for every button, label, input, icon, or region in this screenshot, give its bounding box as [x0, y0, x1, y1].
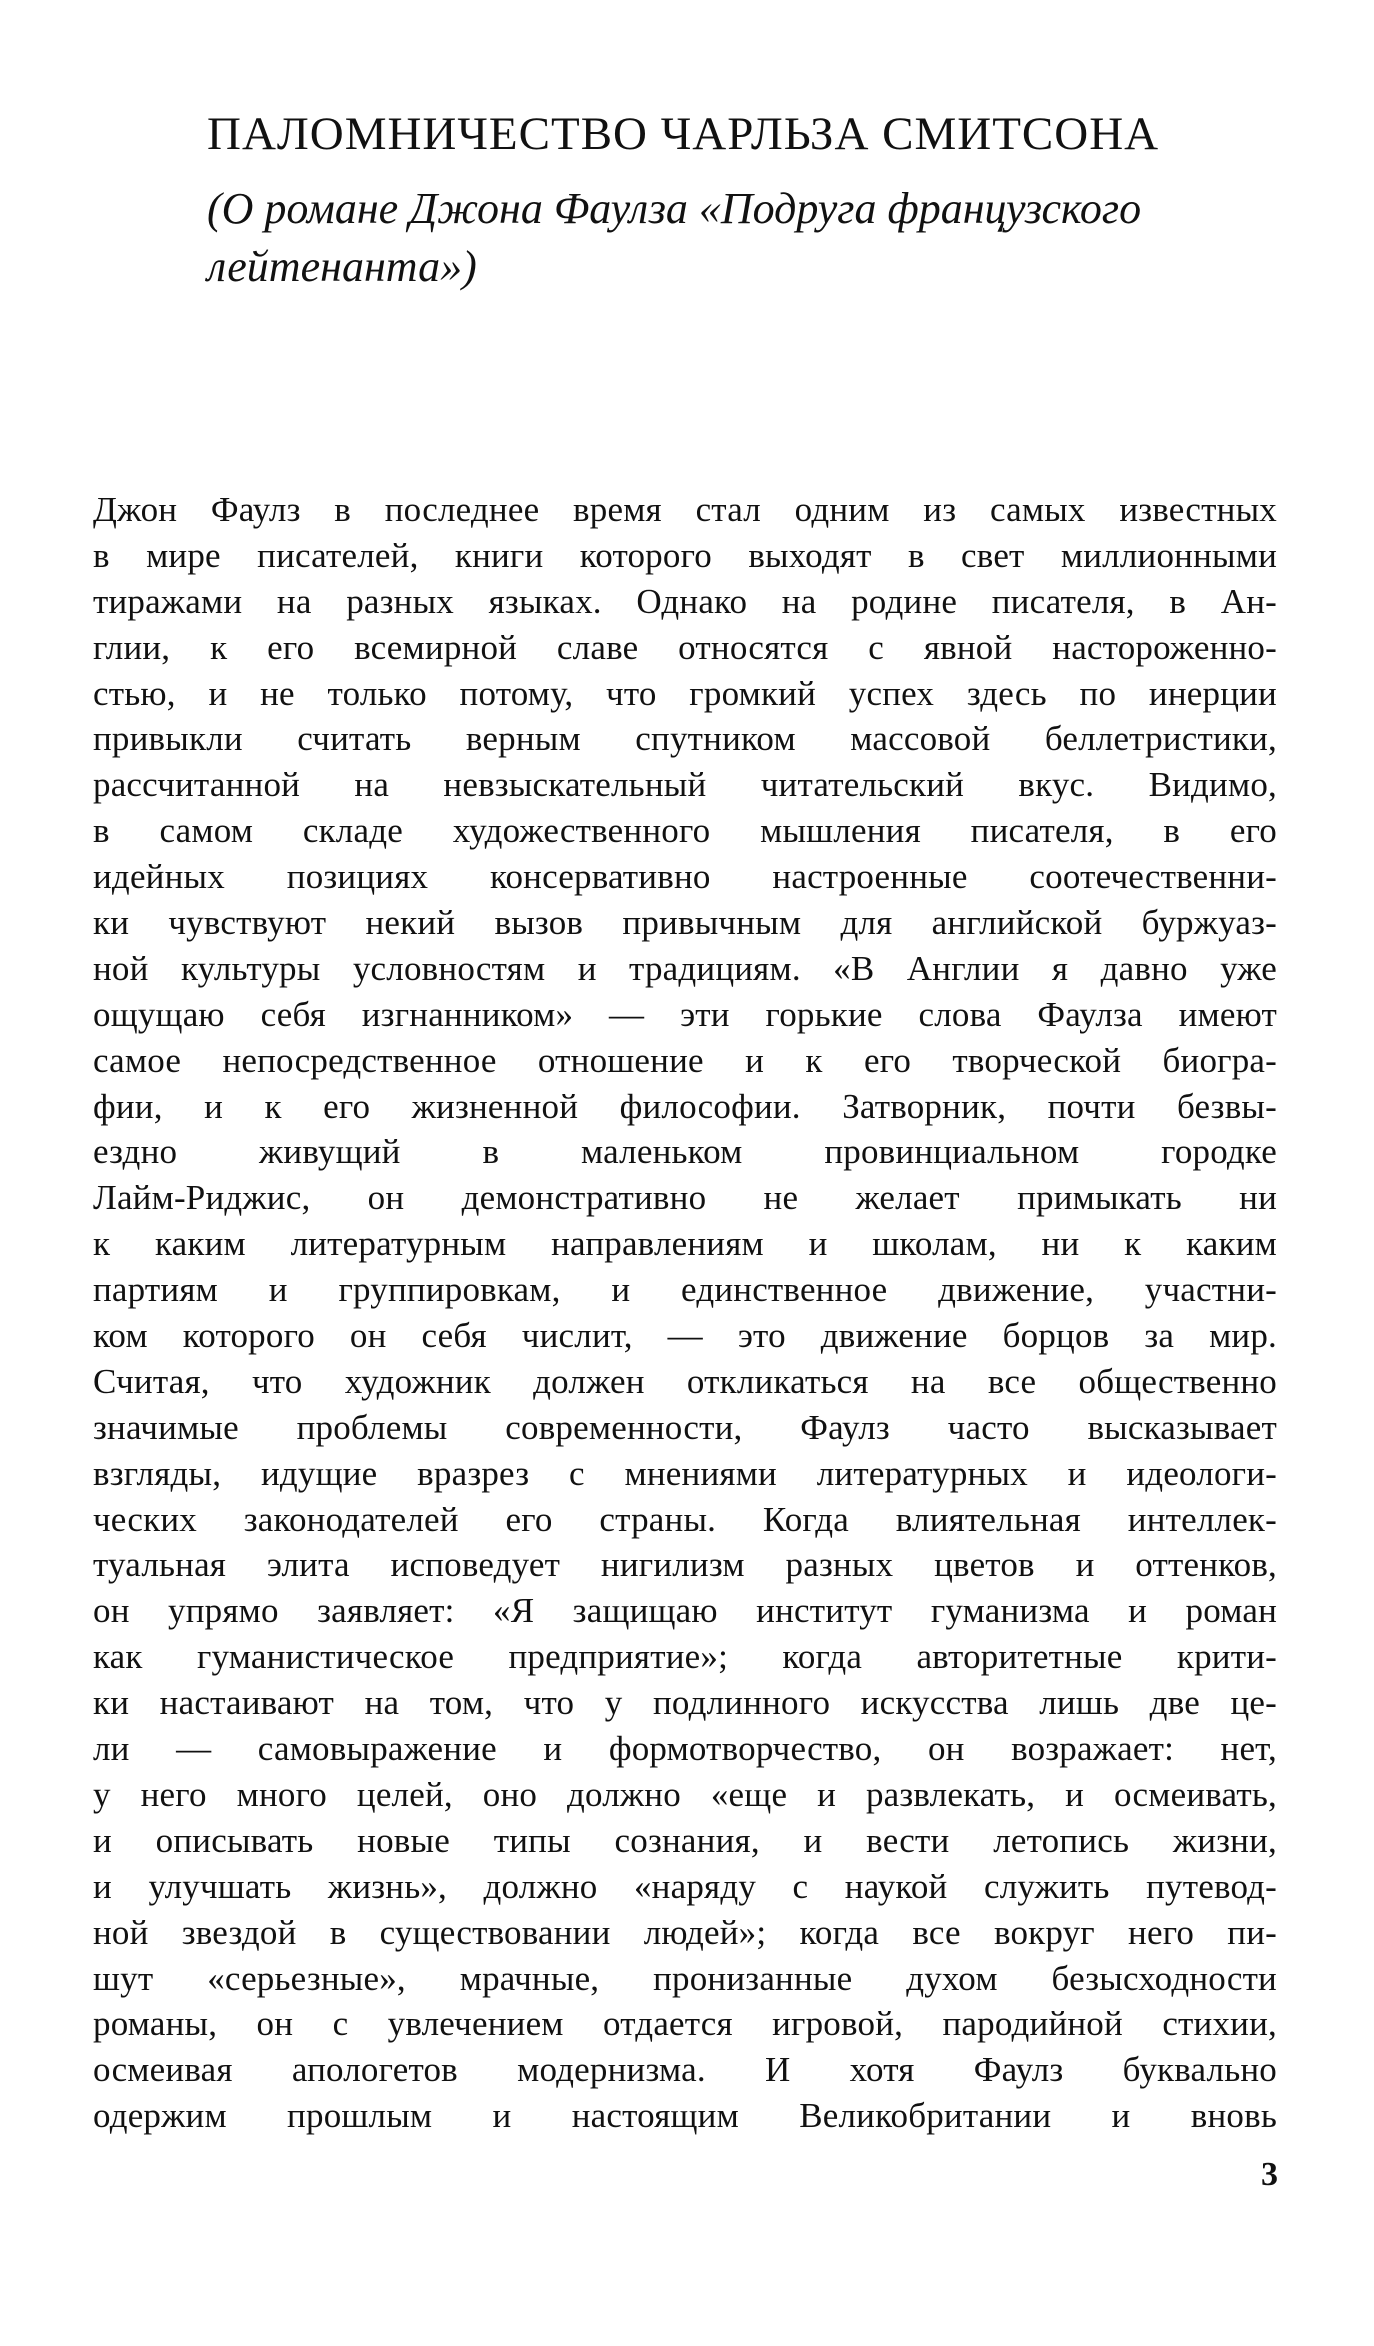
- text-line: в самом складе художественного мышления писателя, в его: [93, 811, 1277, 851]
- text-line: шут «серьезные», мрачные, пронизанные духом безысходности: [93, 1958, 1277, 1998]
- text-line: романы, он с увлечением отдается игровой, пародийной стихии,: [93, 2004, 1277, 2044]
- text-line: у него много целей, оно должно «еще и развлекать, и осмеивать,: [93, 1774, 1277, 1814]
- text-line: ки чувствуют некий вызов привычным для английской буржуаз-: [93, 903, 1277, 943]
- page-number: 3: [1261, 2156, 1278, 2193]
- text-line: и улучшать жизнь», должно «наряду с наукой служить путевод-: [93, 1866, 1277, 1906]
- text-line: в мире писателей, книги которого выходят в свет миллионными: [93, 535, 1277, 575]
- text-line: как гуманистическое предприятие»; когда авторитетные крити-: [93, 1637, 1277, 1677]
- text-line: ком которого он себя числит, — это движение борцов за мир.: [93, 1316, 1277, 1356]
- text-line: привыкли считать верным спутником массовой беллетристики,: [93, 719, 1277, 759]
- text-line: ощущаю себя изгнанником» — эти горькие слова Фаулза имеют: [93, 994, 1277, 1034]
- text-line: ной культуры условностям и традициям. «В Англии я давно уже: [93, 948, 1277, 988]
- text-line: ной звездой в существовании людей»; когда все вокруг него пи-: [93, 1912, 1277, 1952]
- text-line: Считая, что художник должен откликаться на все общественно: [93, 1361, 1277, 1401]
- subtitle-line: лейтенанта»): [207, 242, 477, 291]
- text-line: глии, к его всемирной славе относятся с явной настороженно-: [93, 627, 1277, 667]
- text-line: идейных позициях консервативно настроенные соотечественни-: [93, 857, 1277, 897]
- chapter-title: ПАЛОМНИЧЕСТВО ЧАРЛЬЗА СМИТСОНА: [207, 108, 1160, 160]
- body-text: [93, 487, 1277, 2139]
- text-line: самое непосредственное отношение и к его творческой биогра-: [93, 1040, 1277, 1080]
- text-line: к каким литературным направлениям и школам, ни к каким: [93, 1224, 1277, 1264]
- text-line: и описывать новые типы сознания, и вести летопись жизни,: [93, 1820, 1277, 1860]
- text-line: фии, и к его жизненной философии. Затворник, почти безвы-: [93, 1086, 1277, 1126]
- text-line: взгляды, идущие вразрез с мнениями литературных и идеологи-: [93, 1453, 1277, 1493]
- text-line: ческих законодателей его страны. Когда влиятельная интеллек-: [93, 1499, 1277, 1539]
- text-line: ездно живущий в маленьком провинциальном городке: [93, 1132, 1277, 1172]
- text-line: партиям и группировкам, и единственное движение, участни-: [93, 1270, 1277, 1310]
- text-line: тиражами на разных языках. Однако на родине писателя, в Ан-: [93, 581, 1277, 621]
- text-line: туальная элита исповедует нигилизм разных цветов и оттенков,: [93, 1545, 1277, 1585]
- subtitle-line: (О романе Джона Фаулза «Подруга французского: [207, 184, 1142, 233]
- text-line: ли — самовыражение и формотворчество, он возражает: нет,: [93, 1729, 1277, 1769]
- chapter-subtitle: [207, 180, 1307, 296]
- text-line: значимые проблемы современности, Фаулз часто высказывает: [93, 1407, 1277, 1447]
- text-line: рассчитанной на невзыскательный читательский вкус. Видимо,: [93, 765, 1277, 805]
- text-line: осмеивая апологетов модернизма. И хотя Фаулз буквально: [93, 2050, 1277, 2090]
- text-line: одержим прошлым и настоящим Великобритании и вновь: [93, 2096, 1277, 2136]
- text-line: Лайм-Риджис, он демонстративно не желает примыкать ни: [93, 1178, 1277, 1218]
- text-line: он упрямо заявляет: «Я защищаю институт гуманизма и роман: [93, 1591, 1277, 1631]
- text-line: ки настаивают на том, что у подлинного искусства лишь две це-: [93, 1683, 1277, 1723]
- text-line: стью, и не только потому, что громкий успех здесь по инерции: [93, 673, 1277, 713]
- text-line: Джон Фаулз в последнее время стал одним из самых известных: [93, 490, 1277, 529]
